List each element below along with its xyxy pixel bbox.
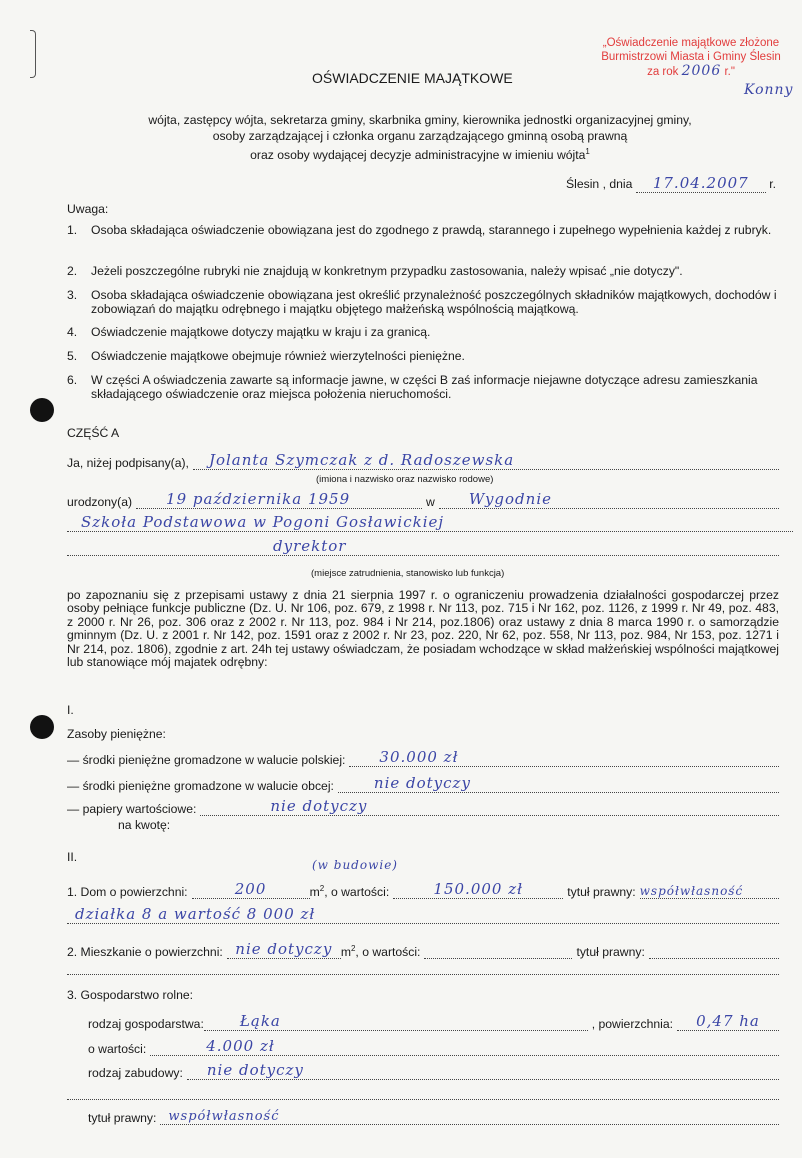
position-value: dyrektor	[67, 537, 779, 556]
securities-amount-label: na kwotę:	[118, 818, 171, 832]
foreign-label: — środki pieniężne gromadzone w walucie obcej:	[67, 779, 334, 793]
note-1	[67, 223, 779, 237]
notes-title: Uwaga:	[67, 202, 109, 216]
workplace-value: Szkoła Podstawowa w Pogoni Gosławickiej	[67, 513, 793, 532]
name-value: Jolanta Szymczak z d. Radoszewska	[193, 451, 779, 470]
born-date: 19 października 1959	[136, 490, 422, 509]
house-area: 200	[192, 880, 310, 899]
securities-row	[67, 797, 779, 816]
born-label: urodzony(a)	[67, 495, 133, 509]
born-place: Wygodnie	[439, 490, 779, 509]
note-5-text: Oświadczenie majątkowe obejmuje również wierzytelności pieniężne.	[91, 349, 465, 363]
part-a-title: CZĘŚĆ A	[67, 426, 120, 440]
note-4	[67, 325, 779, 339]
note-2	[67, 264, 779, 278]
note-1-text: Osoba składająca oświadczenie obowiązana jest do zgodnego z prawdą, starannego i zupełnego wypełnienia każdej z rubryk.	[91, 223, 772, 237]
pln-label: — środki pieniężne gromadzone w walucie polskiej:	[67, 753, 346, 767]
subtitle-line-2: osoby zarządzającej i członka organu zarządzającego gminną osobą prawną	[212, 129, 628, 143]
house-m2	[310, 884, 325, 899]
binder-mark	[30, 30, 36, 78]
stamp-line-1: „Oświadczenie majątkowe złożone	[602, 37, 780, 49]
note-4-num: 4.	[67, 325, 78, 339]
farm-build-row	[88, 1061, 779, 1080]
flat-row	[67, 940, 779, 959]
note-3-text: Osoba składająca oświadczenie obowiązana jest określić przynależność poszczególnych składników majątkowych, dochodów i zobowiązań do majątku odrębnego i majątku objętego małżeńską wspólnością majątkową.	[91, 288, 777, 316]
farm-title-label: tytuł prawny:	[88, 1111, 157, 1125]
section-1-roman: I.	[67, 703, 74, 717]
house-title: współwłasność	[640, 884, 779, 899]
flat-area: nie dotyczy	[227, 940, 341, 959]
date-value: 17.04.2007	[636, 174, 766, 193]
house-label: 1. Dom o powierzchni:	[67, 885, 188, 899]
legal-text-block	[67, 589, 779, 669]
flat-extra-line	[67, 960, 779, 975]
subtitle-block	[90, 112, 750, 163]
subtitle-line-3-text: oraz osoby wydającej decyzje administracyjne w imieniu wójta	[250, 148, 586, 163]
house-value-label: , o wartości:	[324, 885, 390, 899]
flat-m2-superscript: 2	[350, 943, 356, 953]
note-1-num: 1.	[67, 223, 78, 237]
house-note: (w budowie)	[312, 858, 398, 872]
flat-m2-unit: m	[340, 945, 351, 959]
note-2-num: 2.	[67, 264, 78, 278]
place-date	[566, 174, 776, 193]
flat-title-blank	[649, 944, 779, 959]
farm-label: 3. Gospodarstwo rolne:	[67, 988, 194, 1002]
footnote-mark: 1	[585, 147, 590, 156]
farm-build-label: rodzaj zabudowy:	[88, 1066, 183, 1080]
farm-type: Łąka	[204, 1012, 588, 1031]
farm-type-label: rodzaj gospodarstwa:	[88, 1017, 204, 1031]
office-stamp	[588, 36, 794, 79]
stamp-year: 2006	[681, 63, 722, 79]
note-4-text: Oświadczenie majątkowe dotyczy majątku w kraju i za granicą.	[91, 325, 431, 339]
born-w: w	[426, 495, 435, 509]
farm-type-row	[88, 1012, 779, 1031]
work-caption: (miejsce zatrudnienia, stanowisko lub funkcja)	[311, 568, 505, 579]
farm-value: 4.000 zł	[150, 1037, 779, 1056]
farm-build: nie dotyczy	[187, 1061, 779, 1080]
foreign-row	[67, 774, 779, 793]
house-value: 150.000 zł	[393, 880, 563, 899]
plot-value: działka 8 a wartość 8 000 zł	[67, 905, 779, 924]
stamp-za-rok: za rok	[647, 66, 679, 78]
securities-label: — papiery wartościowe:	[67, 802, 197, 816]
farm-extra-line	[67, 1085, 779, 1100]
legal-text: po zapoznaniu się z przepisami ustawy z dnia 21 sierpnia 1997 r. o ograniczeniu prowadzenia działalności gospodarczej przez osoby pełniące funkcje publiczne (Dz. U. Nr 106, poz. 679, z 1998 r. Nr 113, poz. 715 i Nr 162, poz. 1126, z 1999 r. Nr 49, poz. 483, z 2000 r. Nr 26, poz. 306 oraz z 2002 r. Nr 113, poz. 984 i Nr 214, poz.1806) oraz ustawy z dnia 8 marca 1990 r. o samorządzie gminnym (Dz. U. z 2001 r. Nr 142, poz. 1591 oraz z 2002 r. Nr 23, poz. 220, Nr 62, poz. 558, Nr 113, poz. 984, Nr 153, poz. 1271 i Nr 214, poz. 1806), zgodnie z art. 24h tej ustawy oświadczam, że posiadam wchodzące w skład małżeńskiej wspólności majątkowej lub stanowiące mój majatek odrębny:	[67, 588, 779, 670]
stamp-line-3	[588, 64, 794, 79]
punch-hole-bottom	[30, 715, 54, 739]
name-row	[67, 451, 779, 470]
subtitle-line-3	[90, 144, 750, 163]
pln-row	[67, 748, 779, 767]
punch-hole-top	[30, 398, 54, 422]
note-3	[67, 288, 779, 316]
name-label: Ja, niżej podpisany(a),	[67, 456, 189, 470]
m2-superscript: 2	[319, 883, 325, 893]
foreign-value: nie dotyczy	[338, 774, 779, 793]
flat-value-label: , o wartości:	[355, 945, 421, 959]
section-2-roman: II.	[67, 850, 78, 864]
born-row	[67, 490, 779, 509]
note-3-num: 3.	[67, 288, 78, 302]
house-title-label: tytuł prawny:	[567, 885, 636, 899]
pln-value: 30.000 zł	[349, 748, 779, 767]
note-6-text: W części A oświadczenia zawarte są informacje jawne, w części B zaś informacje niejawne dotyczące adresu zamieszkania składającego oświadczenie oraz miejsca położenia nieruchomości.	[91, 373, 758, 401]
name-caption: (imiona i nazwisko oraz nazwisko rodowe)	[316, 474, 494, 485]
stamp-initials: Konny	[744, 82, 794, 98]
page-title: OŚWIADCZENIE MAJĄTKOWE	[312, 70, 513, 86]
flat-m2	[341, 944, 356, 959]
flat-value-blank	[424, 944, 572, 959]
note-2-text: Jeżeli poszczególne rubryki nie znajdują w konkretnym przypadku zastosowania, należy wpisać „nie dotyczy".	[91, 264, 683, 278]
securities-value: nie dotyczy	[200, 797, 779, 816]
section-1-title: Zasoby pieniężne:	[67, 727, 166, 741]
m2-unit: m	[309, 885, 320, 899]
date-suffix: r.	[769, 177, 776, 191]
subtitle-line-1: wójta, zastępcy wójta, sekretarza gminy, skarbnika gminy, kierownika jednostki organizacyjnej gminy,	[148, 113, 692, 127]
farm-value-label: o wartości:	[88, 1042, 147, 1056]
stamp-line-2: Burmistrzowi Miasta i Gminy Ślesin	[601, 51, 781, 63]
farm-title-row	[88, 1109, 779, 1125]
house-row	[67, 880, 779, 899]
flat-label: 2. Mieszkanie o powierzchni:	[67, 945, 223, 959]
place-label: Ślesin , dnia	[566, 177, 633, 191]
note-6	[67, 373, 779, 401]
note-6-num: 6.	[67, 373, 78, 387]
stamp-year-suffix: r."	[724, 66, 735, 78]
farm-area: 0,47 ha	[677, 1012, 779, 1031]
flat-title-label: tytuł prawny:	[576, 945, 645, 959]
farm-title: współwłasność	[160, 1109, 779, 1125]
farm-value-row	[88, 1037, 779, 1056]
note-5	[67, 349, 779, 363]
note-5-num: 5.	[67, 349, 78, 363]
farm-area-label: , powierzchnia:	[591, 1017, 673, 1031]
